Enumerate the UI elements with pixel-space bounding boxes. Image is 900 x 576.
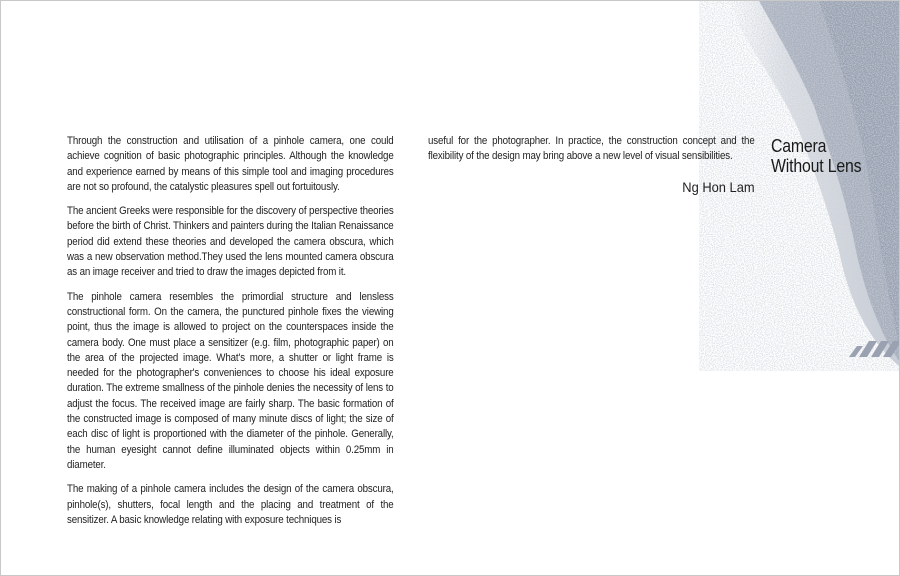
author-name: Ng Hon Lam xyxy=(682,179,755,195)
paragraph-intro: Through the construction and utilisation of a pinhole camera, one could achieve cognition of basic photographic principles. Although the knowledge and experience earned by means of this simple tool and imaging procedures are not so profound, the catalystic pleasures spell out fortuitously. xyxy=(67,135,394,193)
paragraph-making: The making of a pinhole camera includes the design of the camera obscura, pinhole(s), shutters, focal length and the placing and treatment of the sensitizer. A basic knowledge relating with exposure techniques is xyxy=(67,483,394,526)
title-line-2: Without Lens xyxy=(771,156,862,176)
paragraph-history: The ancient Greeks were responsible for the discovery of perspective theories before the birth of Christ. Thinkers and painters during the Italian Renaissance period did extend these theories and developed the camera obscura, which was a new observation method.They used the lens mounted camera obscura as an image receiver and tried to draw the images depicted from it. xyxy=(67,205,394,279)
title-line-1: Camera xyxy=(771,136,827,156)
paragraph-continuation: useful for the photographer. In practice, the construction concept and the flexibility of the design may bring above a new level of visual sensibilities. xyxy=(428,135,755,163)
article-title xyxy=(771,136,861,176)
left-text-column xyxy=(67,134,394,537)
paragraph-structure: The pinhole camera resembles the primordial structure and lensless constructional form. On the camera, the punctured pinhole fixes the viewing point, thus the image is allowed to project on the counterspaces inside the camera body. One must place a sensitizer (e.g. film, photographic paper) on the area of the projected image. What's more, a shutter or light frame is needed for the photographer's conveniences to choose his ideal exposure duration. The extreme smallness of the pinhole denies the necessity of lens to adjust the focus. The received image are fairly sharp. The basic formation of the constructed image is composed of many minute discs of light; the size of each disc of light is proportioned with the diameter of the pinhole. Generally, the human eyesight cannot define illuminated objects within 0.25mm in diameter. xyxy=(67,290,394,471)
right-text-column xyxy=(428,134,755,195)
